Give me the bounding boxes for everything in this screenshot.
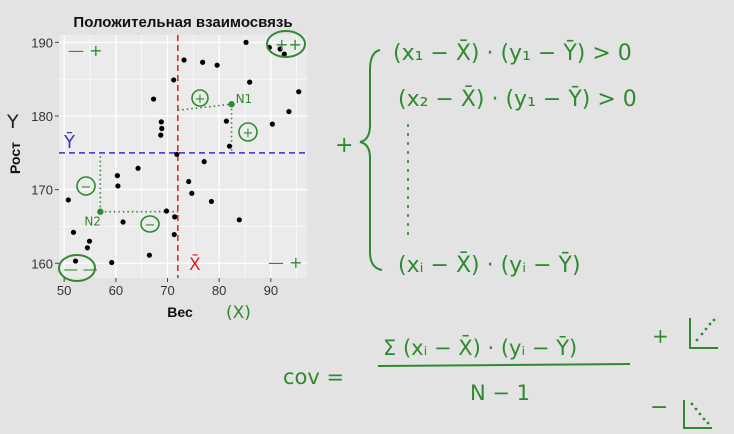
x-axis-letter: (X) — [226, 303, 251, 323]
y-tick-label: 180 — [31, 109, 53, 124]
y-tick-label: 170 — [31, 182, 53, 198]
scatter-point — [66, 197, 71, 202]
y-axis-title: Рост — [7, 142, 23, 174]
mean-y-label: Ȳ — [64, 132, 75, 153]
scatter-point — [115, 173, 120, 178]
quadrant-top-left-sign: — + — [68, 41, 103, 60]
scatter-point — [172, 214, 177, 219]
scatter-point — [189, 191, 194, 196]
deviation-x-sign: + — [194, 92, 206, 107]
y-axis-letter: Y — [7, 111, 19, 133]
plot-panel — [59, 35, 307, 278]
scatter-point — [237, 217, 242, 222]
scatter-point — [186, 179, 191, 184]
scatter-point — [159, 119, 164, 124]
scatter-point — [85, 245, 90, 250]
mean-x-label: X̄ — [189, 255, 201, 275]
positive-sketch-dots — [696, 319, 716, 342]
scatter-point — [172, 232, 177, 237]
negative-sketch-sign: − — [650, 395, 669, 420]
cov-fraction-bar — [378, 364, 630, 366]
highlight-point — [228, 101, 234, 107]
x-tick-label: 50 — [56, 283, 72, 298]
scatter-point — [171, 77, 176, 82]
x-tick-label: 90 — [263, 283, 279, 298]
cov-numerator: Σ (xᵢ − X̄) · (yᵢ − Ȳ) — [383, 336, 578, 360]
deviation-n2-x-sign: − — [144, 218, 156, 233]
scatter-point — [158, 133, 163, 138]
scatter-point — [200, 60, 205, 65]
quadrant-bottom-right-sign: — + — [268, 253, 303, 272]
cov-denominator: N − 1 — [470, 381, 531, 405]
chart-title: Положительная взаимосвязь — [73, 14, 293, 31]
highlight-point-label: N2 — [84, 214, 101, 229]
equation-line-2: (x₂ − X̄) · (y₁ − Ȳ) > 0 — [398, 87, 637, 112]
x-tick-label: 70 — [160, 283, 175, 298]
scatter-point — [147, 253, 152, 258]
deviation-y-sign: + — [242, 126, 254, 141]
scatter-point — [270, 122, 275, 127]
scatter-point — [135, 166, 140, 171]
scatter-point — [174, 152, 179, 157]
scatter-point — [159, 126, 164, 131]
scatter-point — [224, 119, 229, 124]
scatter-point — [181, 57, 186, 62]
scatter-point — [71, 230, 76, 235]
equation-line-1: (x₁ − X̄) · (y₁ − Ȳ) > 0 — [393, 41, 632, 66]
equation-line-n: (xᵢ − X̄) · (yᵢ − Ȳ) — [398, 253, 581, 278]
positive-sketch-axes — [690, 318, 718, 348]
quadrant-bottom-left-sign: — — — [63, 260, 98, 278]
scatter-point — [151, 96, 156, 101]
scatter-point — [109, 260, 114, 265]
summation-brace — [360, 50, 382, 270]
scatter-point — [296, 89, 301, 94]
negative-sketch-dots — [691, 403, 710, 425]
highlight-point-label: N1 — [235, 92, 253, 107]
y-tick-label: 190 — [31, 35, 53, 51]
brace-sign: + — [335, 133, 354, 158]
x-axis-title: Вес — [167, 304, 193, 320]
positive-sketch-sign: + — [652, 324, 669, 348]
cov-label: cov = — [283, 365, 345, 389]
scatter-point — [164, 208, 169, 213]
scatter-point — [215, 63, 220, 68]
x-tick-label: 60 — [108, 283, 124, 298]
scatter-point — [243, 40, 248, 45]
scatter-point — [87, 239, 92, 244]
scatter-point — [286, 109, 291, 114]
deviation-n2-y-sign: − — [80, 180, 92, 195]
scatter-point — [202, 159, 207, 164]
scatter-point — [247, 80, 252, 85]
scatter-point — [227, 144, 232, 149]
scatter-point — [120, 219, 125, 224]
quadrant-top-right-sign: ++ — [275, 35, 302, 54]
scatter-point — [209, 199, 214, 204]
y-tick-label: 160 — [31, 256, 53, 272]
scatter-point — [115, 183, 120, 188]
x-tick-label: 80 — [211, 283, 227, 298]
